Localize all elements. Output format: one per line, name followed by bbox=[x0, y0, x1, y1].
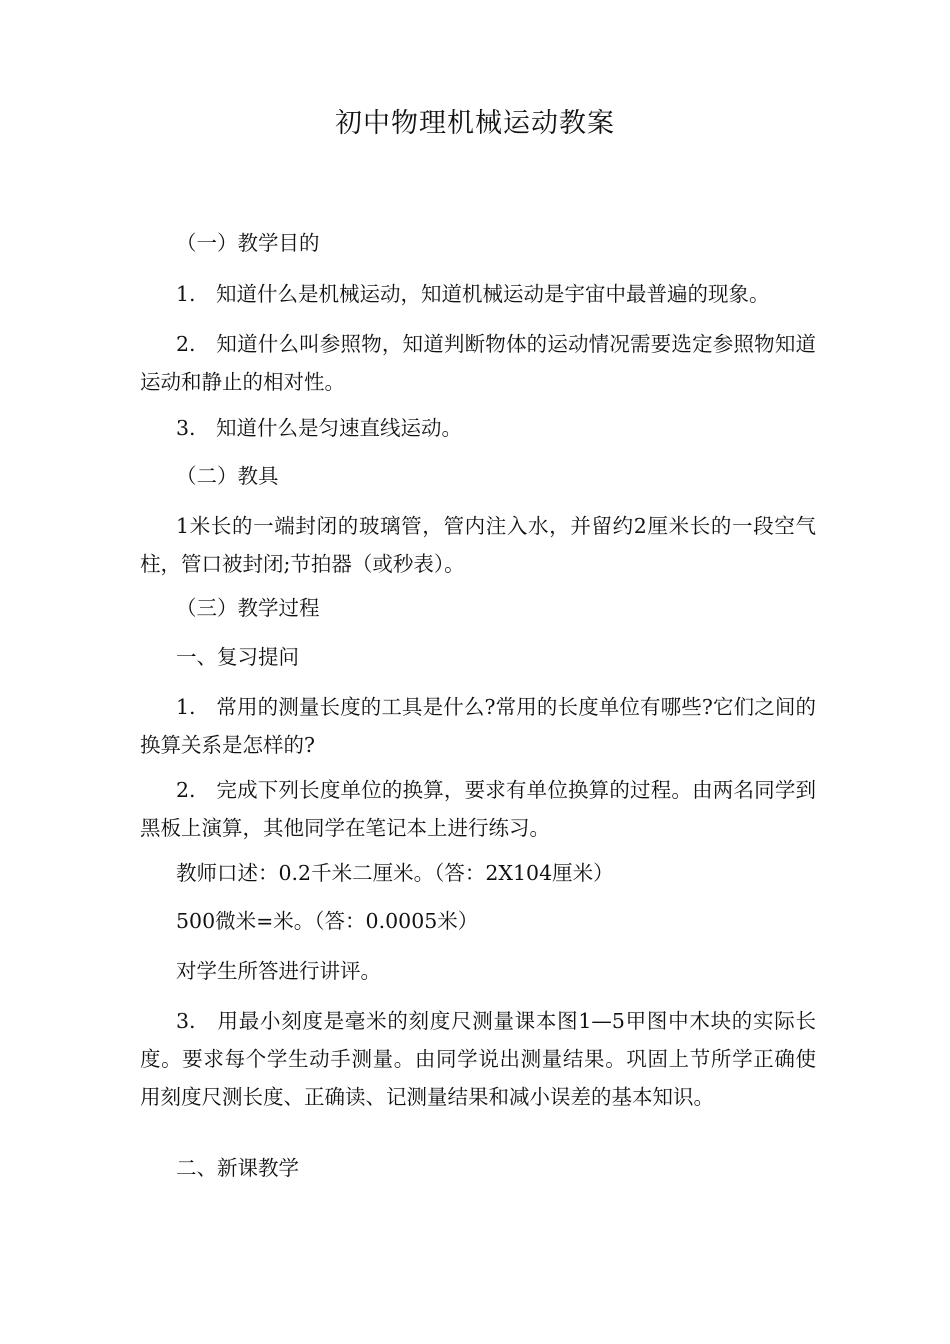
paragraph-teacher-dictation: 教师口述：0.2千米二厘米。（答：2X104厘米） bbox=[176, 861, 614, 885]
paragraph-objective-3: 3. 知道什么是匀速直线运动。 bbox=[176, 416, 463, 440]
paragraph-objective-1: 1. 知道什么是机械运动，知道机械运动是宇宙中最普遍的现象。 bbox=[176, 282, 770, 306]
subsection-heading-new-lesson: 二、新课教学 bbox=[176, 1156, 299, 1180]
section-heading-process: （三）教学过程 bbox=[176, 596, 320, 620]
subsection-heading-review: 一、复习提问 bbox=[176, 645, 299, 669]
paragraph-objective-2: 2. 知道什么叫参照物，知道判断物体的运动情况需要选定参照物知道运动和静止的相对性。 bbox=[140, 332, 816, 394]
section-heading-equipment: （二）教具 bbox=[176, 464, 279, 488]
paragraph-equipment: 1米长的一端封闭的玻璃管，管内注入水，并留约2厘米长的一段空气柱，管口被封闭;节拍器（或秒表）。 bbox=[140, 514, 816, 576]
paragraph-review-1: 1. 常用的测量长度的工具是什么?常用的长度单位有哪些?它们之间的换算关系是怎样的? bbox=[140, 695, 816, 757]
document-title: 初中物理机械运动教案 bbox=[335, 108, 615, 139]
paragraph-micrometer-conversion: 500微米=米。（答：0.0005米） bbox=[176, 909, 479, 933]
paragraph-feedback: 对学生所答进行讲评。 bbox=[176, 959, 381, 983]
section-heading-objectives: （一）教学目的 bbox=[176, 231, 320, 255]
paragraph-review-2: 2. 完成下列长度单位的换算，要求有单位换算的过程。由两名同学到黑板上演算，其他同学在笔记本上进行练习。 bbox=[140, 778, 816, 840]
paragraph-review-3: 3. 用最小刻度是毫米的刻度尺测量课本图1—5甲图中木块的实际长度。要求每个学生动手测量。由同学说出测量结果。巩固上节所学正确使用刻度尺测长度、正确读、记测量结果和减小误差的基本知识。 bbox=[140, 1009, 816, 1109]
